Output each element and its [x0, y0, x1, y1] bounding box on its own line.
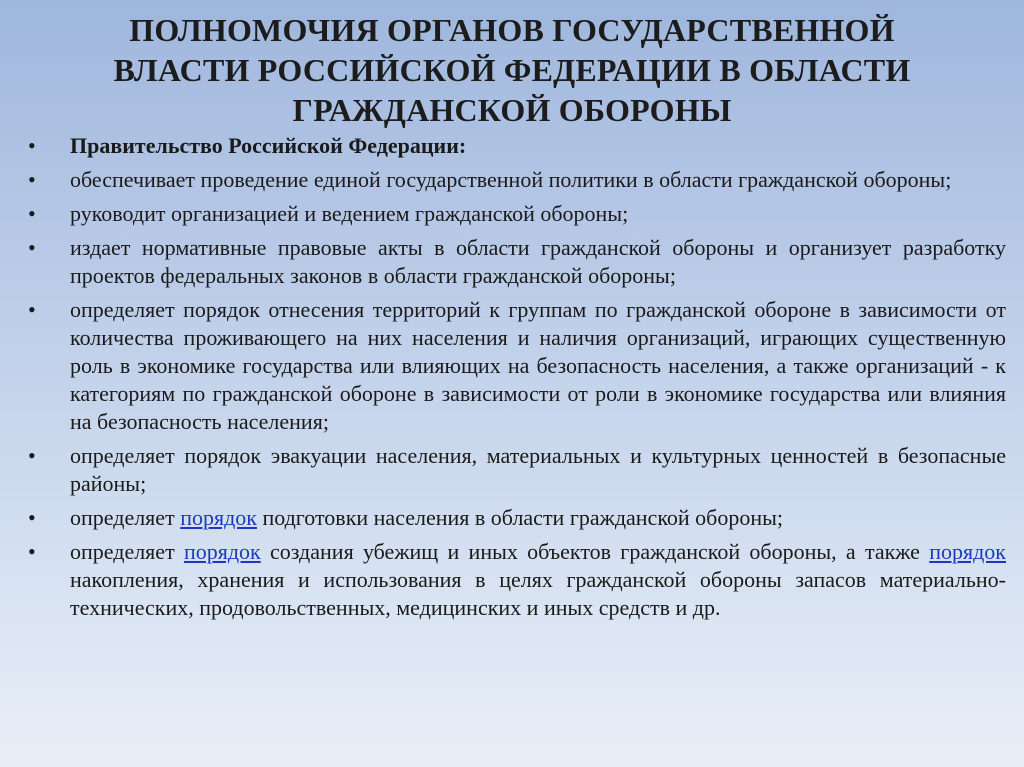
order-link[interactable]: порядок [180, 505, 257, 530]
bullet-icon: • [28, 505, 36, 530]
list-item-text: определяет порядок эвакуации населения, материальных и культурных ценностей в безопасные районы; [70, 443, 1006, 496]
bullet-icon: • [28, 167, 36, 192]
list-item-text: обеспечивает проведение единой государственной политики в области гражданской обороны; [70, 167, 952, 192]
title-line-1: ПОЛНОМОЧИЯ ОРГАНОВ ГОСУДАРСТВЕННОЙ [129, 12, 895, 48]
bullet-icon: • [28, 235, 36, 260]
list-item [28, 200, 1006, 228]
slide-title [40, 10, 984, 130]
list-item [28, 166, 1006, 194]
text-fragment: определяет [70, 539, 184, 564]
order-link[interactable]: порядок [929, 539, 1006, 564]
bullet-icon: • [28, 133, 36, 158]
bullet-icon: • [28, 443, 36, 468]
list-item-text [70, 505, 783, 530]
bullet-icon: • [28, 539, 36, 564]
title-line-3: ГРАЖДАНСКОЙ ОБОРОНЫ [292, 92, 732, 128]
list-item-text: Правительство Российской Федерации: [70, 133, 467, 158]
bullet-icon: • [28, 201, 36, 226]
bullet-list [28, 132, 1006, 628]
list-item-text: руководит организацией и ведением гражданской обороны; [70, 201, 629, 226]
text-fragment: подготовки населения в области гражданской обороны; [256, 505, 784, 530]
list-item-text [70, 539, 1006, 620]
list-item [28, 296, 1006, 436]
bullet-icon: • [28, 297, 36, 322]
text-fragment: создания убежищ и иных объектов гражданской обороны, а также [260, 539, 930, 564]
list-item [28, 234, 1006, 290]
list-item-text: издает нормативные правовые акты в области гражданской обороны и организует разработку проектов федеральных законов в области гражданской обороны; [70, 235, 1006, 288]
list-item [28, 538, 1006, 622]
title-line-2: ВЛАСТИ РОССИЙСКОЙ ФЕДЕРАЦИИ В ОБЛАСТИ [113, 52, 911, 88]
list-item-text: определяет порядок отнесения территорий к группам по гражданской обороне в зависимости от количества проживающего на них населения и наличия организаций, играющих существенную роль в экономике государства или влияющих на безопасность населения, а также организаций - к категориям по гражданской обороне в зависимости от роли в экономике государства или влияния на безопасность населения; [70, 297, 1006, 434]
order-link[interactable]: порядок [183, 539, 261, 564]
list-item [28, 504, 1006, 532]
text-fragment: накопления, хранения и использования в целях гражданской обороны запасов материально-технических, продовольственных, медицинских и иных средств и др. [70, 567, 1006, 620]
list-item [28, 132, 1006, 160]
list-item [28, 442, 1006, 498]
text-fragment: определяет [70, 505, 181, 530]
